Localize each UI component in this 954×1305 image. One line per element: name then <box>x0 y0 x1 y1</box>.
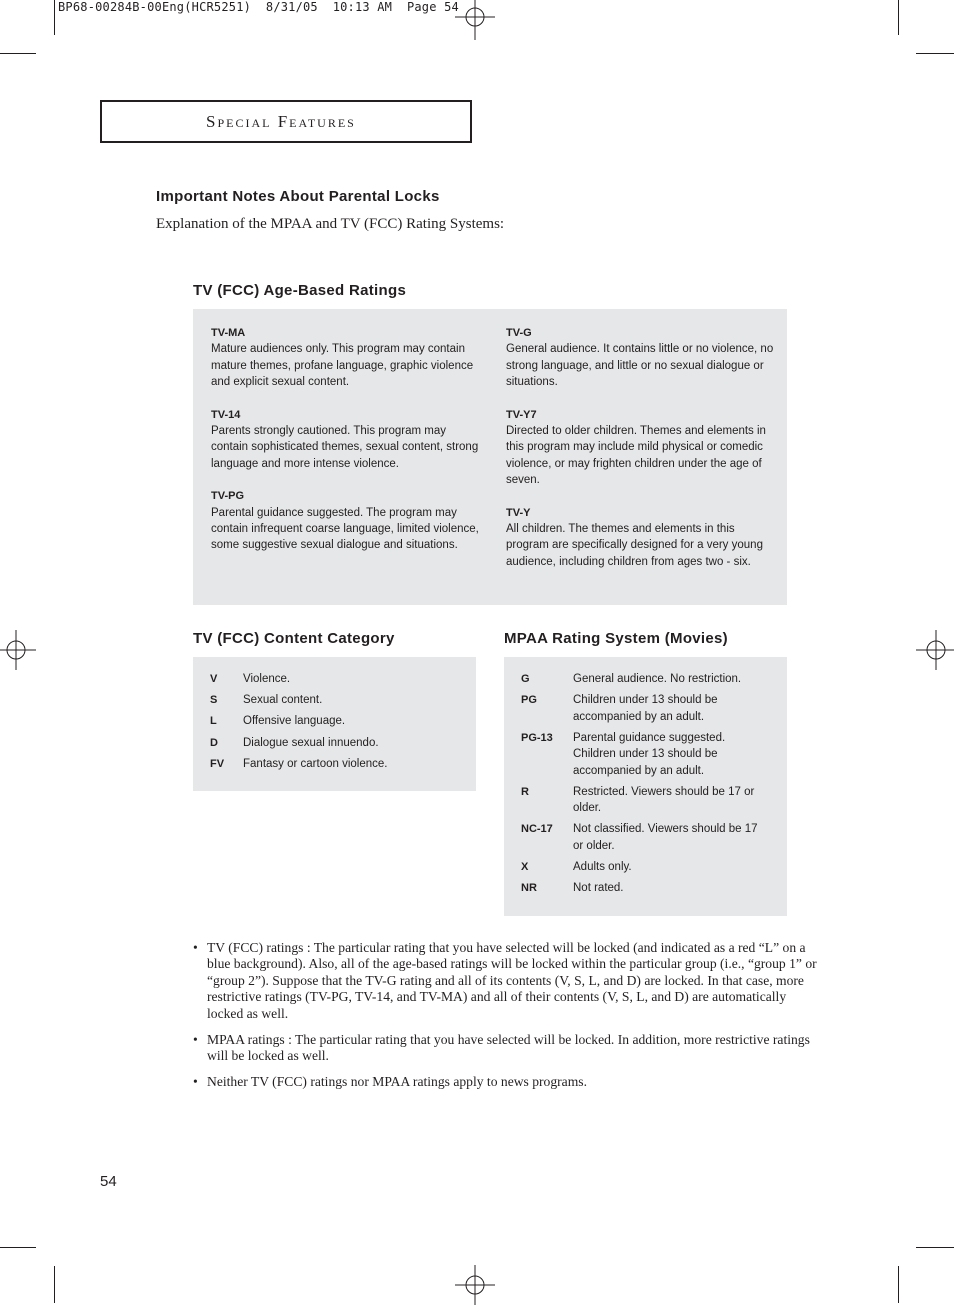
mpaa-description: Restricted. Viewers should be 17 or older. <box>573 785 755 815</box>
category-description: Fantasy or cartoon violence. <box>243 757 388 770</box>
rating-description: Parents strongly cautioned. This program may contain sophisticated themes, sexual content, strong language and more intense violence. <box>211 425 479 470</box>
mpaa-code: PG <box>521 694 537 707</box>
rating-description: Directed to older children. Themes and elements in this program may include mild physical or comedic violence, or may frighten children under the age of seven. <box>506 425 766 487</box>
note-text: Neither TV (FCC) ratings nor MPAA ratings apply to news programs. <box>207 1073 587 1089</box>
content-category-table <box>210 671 387 777</box>
mpaa-code: NC-17 <box>521 823 553 836</box>
crop-mark <box>54 0 55 35</box>
page-heading: Important Notes About Parental Locks <box>156 188 440 205</box>
mpaa-code: R <box>521 785 529 798</box>
table-row <box>210 671 387 692</box>
age-ratings-column-left <box>211 325 483 570</box>
category-description: Dialogue sexual innuendo. <box>243 736 379 749</box>
table-row <box>210 713 387 734</box>
registration-mark-icon <box>455 1265 495 1305</box>
table-row <box>210 735 387 756</box>
mpaa-code: G <box>521 673 530 685</box>
mpaa-description: Not rated. <box>573 882 624 895</box>
rating-code: TV-PG <box>211 490 245 503</box>
table-row <box>521 692 769 730</box>
list-item <box>193 1032 821 1065</box>
list-item <box>193 1074 821 1090</box>
section-header-box <box>100 100 472 143</box>
mpaa-code: X <box>521 861 529 874</box>
rating-description: Mature audiences only. This program may contain mature themes, profane language, graphic violence and explicit sexual content. <box>211 343 474 389</box>
rating-description: All children. The themes and elements in this program are specifically designed for a very young audience, including children from ages two - six. <box>506 523 763 568</box>
notes-list <box>193 940 821 1100</box>
note-text: TV (FCC) ratings : The particular rating that you have selected will be locked (and indicated as a red “L” on a blue background). Also, all of the age-based ratings will be locked within the particular group (i.e., “group 1” or “group 2”). Suppose that the TV-G rating and all of its contents (V, S, L, and D) are locked. In that case, more restrictive ratings (TV-PG, TV-14, and TV-MA) and all of their contents (V, S, L, and D) are automatically locked as well. <box>207 940 817 1021</box>
mpaa-description: Not classified. Viewers should be 17 or older. <box>573 823 758 852</box>
rating-entry <box>506 407 776 489</box>
table-row <box>521 784 769 822</box>
bullet-icon: • <box>193 940 198 955</box>
category-description: Sexual content. <box>243 694 323 707</box>
category-code: D <box>210 736 218 749</box>
category-code: FV <box>210 757 225 770</box>
rating-code: TV-G <box>506 327 532 339</box>
category-description: Offensive language. <box>243 715 346 728</box>
rating-entry <box>211 488 483 554</box>
table-row <box>521 859 769 880</box>
age-ratings-column-right <box>506 325 776 586</box>
category-code: L <box>210 715 217 728</box>
category-code: S <box>210 694 218 707</box>
rating-code: TV-Y7 <box>506 408 537 421</box>
age-ratings-panel <box>193 309 787 605</box>
content-category-panel <box>193 657 476 791</box>
bullet-icon: • <box>193 1073 198 1089</box>
mpaa-description: Adults only. <box>573 861 632 874</box>
rating-entry <box>506 505 776 571</box>
rating-code: TV-MA <box>211 327 246 339</box>
mpaa-description: Children under 13 should be accompanied by an adult. <box>573 694 718 723</box>
crop-mark <box>0 1247 36 1248</box>
crop-mark <box>898 0 899 35</box>
content-category-heading: TV (FCC) Content Category <box>193 630 395 647</box>
rating-description: General audience. It contains little or no violence, no strong language, and little or no sexual dialogue or situations. <box>506 343 774 389</box>
rating-entry <box>211 407 483 473</box>
table-row <box>521 821 769 859</box>
mpaa-description: General audience. No restriction. <box>573 673 742 685</box>
rating-entry <box>506 325 776 391</box>
rating-entry <box>211 325 483 391</box>
crop-mark <box>898 1266 899 1303</box>
table-row <box>210 756 387 777</box>
crop-mark <box>916 1247 954 1248</box>
mpaa-code: PG-13 <box>521 731 553 744</box>
registration-mark-icon <box>455 0 495 40</box>
age-ratings-heading: TV (FCC) Age-Based Ratings <box>193 282 407 299</box>
list-item <box>193 940 821 1022</box>
bullet-icon: • <box>193 1031 198 1047</box>
section-title: Special Features <box>206 112 356 131</box>
table-row <box>521 671 769 692</box>
category-code: V <box>210 673 218 685</box>
intro-text: Explanation of the MPAA and TV (FCC) Rating Systems: <box>156 216 505 232</box>
crop-mark <box>54 1266 55 1303</box>
mpaa-panel <box>504 657 787 916</box>
mpaa-description: Parental guidance suggested. Children under 13 should be accompanied by an adult. <box>573 731 726 777</box>
mpaa-table <box>521 671 769 901</box>
category-description: Violence. <box>243 673 291 685</box>
rating-description: Parental guidance suggested. The program may contain infrequent coarse language, limited violence, some suggestive sexual dialogue and situations. <box>211 506 479 552</box>
note-text: MPAA ratings : The particular rating that you have selected will be locked. In addition, more restrictive ratings will be locked as well. <box>207 1031 810 1063</box>
rating-code: TV-14 <box>211 408 241 421</box>
page-number: 54 <box>100 1173 117 1190</box>
crop-mark <box>0 53 36 54</box>
registration-mark-icon <box>914 630 954 670</box>
table-row <box>521 730 769 784</box>
mpaa-heading: MPAA Rating System (Movies) <box>504 630 728 647</box>
mpaa-code: NR <box>521 882 537 895</box>
registration-mark-icon <box>0 630 40 670</box>
table-row <box>521 880 769 901</box>
table-row <box>210 692 387 713</box>
rating-code: TV-Y <box>506 506 531 519</box>
print-slug: BP68-00284B-00Eng(HCR5251) 8/31/05 10:13 AM Page 54 <box>58 0 459 14</box>
crop-mark <box>916 53 954 54</box>
